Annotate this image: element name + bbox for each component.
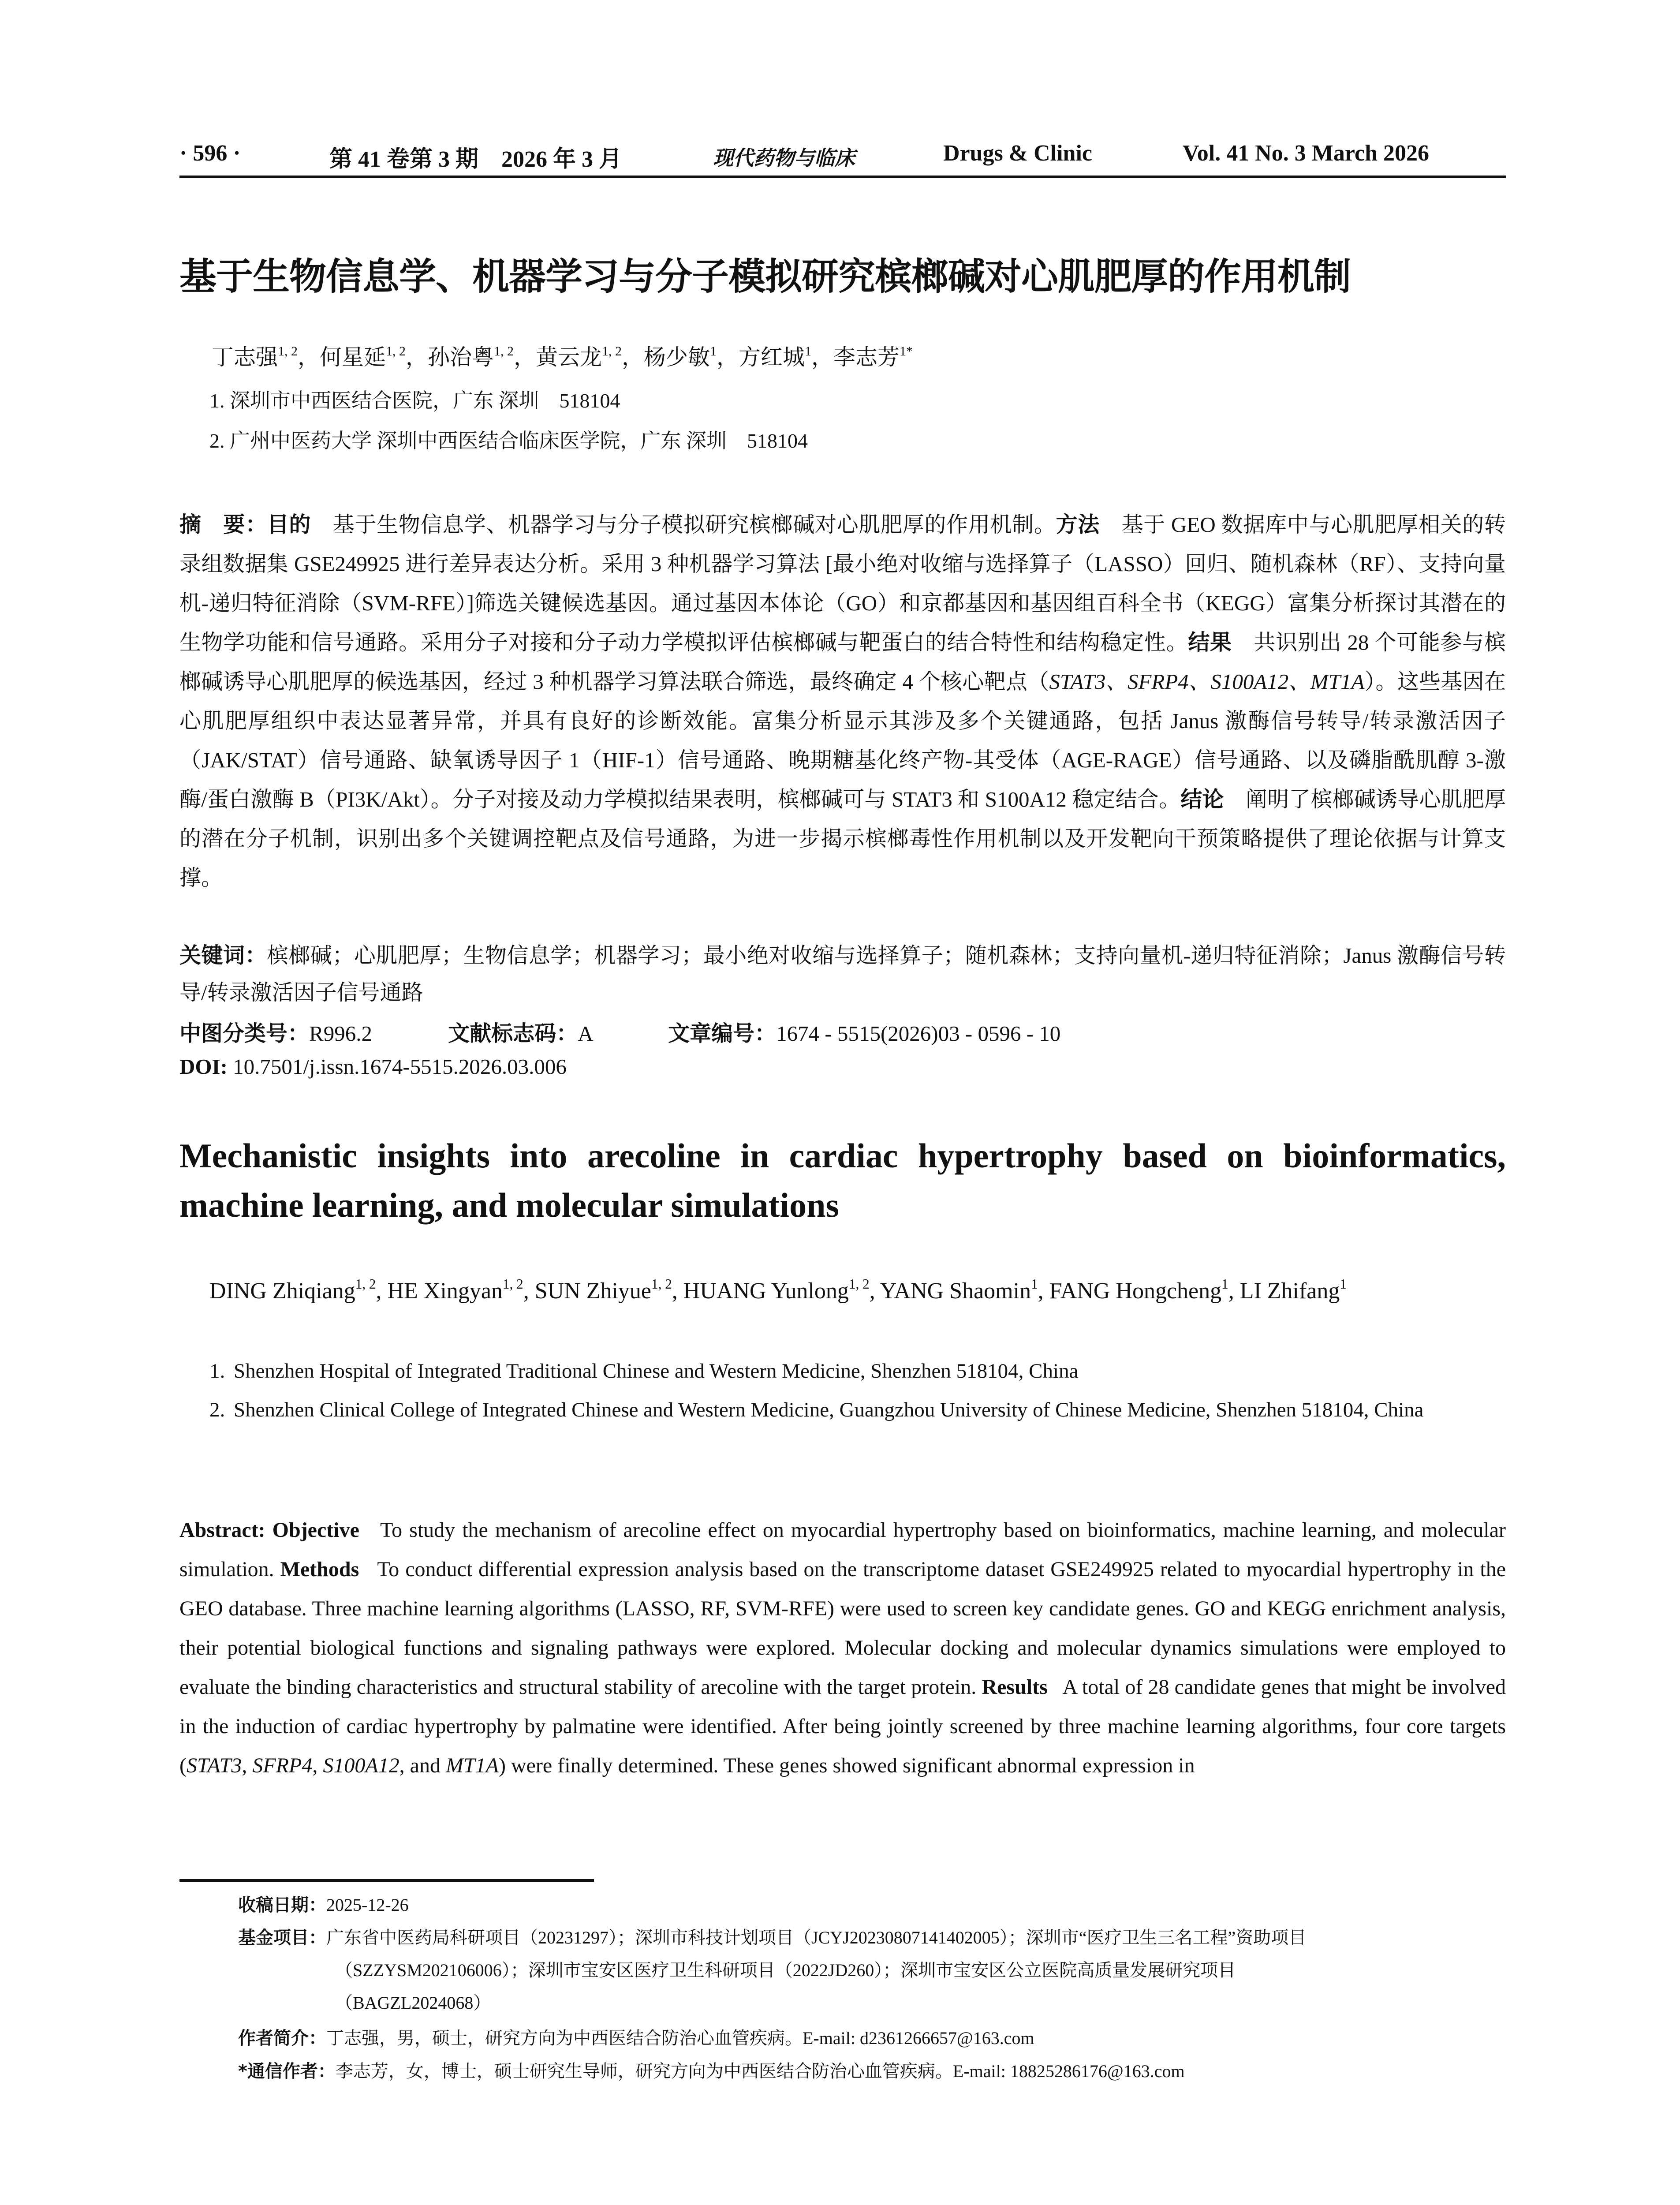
author-affiliation-mark: 1, 2 (651, 1276, 672, 1292)
author-name: 黄云龙 (536, 345, 602, 370)
fund-text: （BAGZL2024068） (335, 1993, 491, 2013)
author: HUANG Yunlong$^{1, 2}$, (683, 1276, 880, 1304)
fund-text: 广东省中医药局科研项目（20231297）；深圳市科技计划项目（JCYJ20230807141402005）；深圳市“医疗卫生三名工程”资助项目 (326, 1928, 1307, 1947)
author-bio-label: 作者简介： (238, 2028, 326, 2048)
author-affiliation-mark: 1 (1221, 1276, 1228, 1292)
conclusion-label: 结论 (1180, 787, 1224, 812)
objective-label: 目的 (267, 512, 311, 537)
author-name: FANG Hongcheng (1049, 1278, 1222, 1304)
aff-num: 1. (209, 1360, 225, 1383)
journal-name-en: Drugs & Clinic (943, 141, 1092, 166)
results-text: 共识别出 28 个可能参与槟榔碱诱导心肌肥厚的候选基因，经过 3 种机器学习算法联合筛选，最终确定 4 个核心靶点（ (179, 630, 1506, 694)
affiliation-en-1 (209, 1352, 1506, 1390)
gene: STAT3 (186, 1754, 242, 1777)
author-name: LI Zhifang (1239, 1278, 1340, 1304)
doi-link[interactable]: 10.7501/j.issn.1674-5515.2026.03.006 (233, 1054, 567, 1079)
authors-en (209, 1272, 1506, 1310)
methods-label: 方法 (1056, 512, 1100, 537)
received-label: 收稿日期： (238, 1895, 326, 1915)
doi-line (179, 1054, 567, 1079)
author (833, 345, 913, 370)
fund-text: （SZZYSM202106006）；深圳市宝安区医疗卫生科研项目（2022JD260）；深圳市宝安区公立医院高质量发展研究项目 (335, 1960, 1236, 1980)
gene: S100A12 (323, 1754, 399, 1777)
author: SUN Zhiyue$^{1, 2}$, (534, 1276, 683, 1304)
results-text-en-2: ) were finally determined. These genes showed significant abnormal expression in (498, 1754, 1195, 1777)
journal-name-cn: 现代药物与临床 (713, 146, 855, 170)
issue-cn: 第 41 卷第 3 期 2026 年 3 月 (329, 147, 622, 172)
fund-label: 基金项目： (238, 1928, 326, 1948)
author: 何星延$^{1, 2}$， (320, 344, 428, 370)
doc-code-value: A (578, 1021, 592, 1046)
keywords-label: 关键词： (179, 943, 267, 968)
title-en: Mechanistic insights into arecoline in cardiac hypertrophy based on bioinformatics, machine learning, and molecular simulations (179, 1136, 1506, 1224)
author-affiliation-mark: 1, 2 (278, 344, 298, 359)
author-name: SUN Zhiyue (534, 1278, 652, 1304)
author: HE Xingyan$^{1, 2}$, (387, 1276, 535, 1304)
author-name: YANG Shaomin (880, 1278, 1031, 1304)
issue-en: Vol. 41 No. 3 March 2026 (1183, 141, 1429, 166)
author-name: DING Zhiqiang (209, 1278, 355, 1304)
author-affiliation-mark: 1, 2 (355, 1276, 376, 1292)
author: 方红城$^1$， (739, 344, 833, 370)
authors-cn (212, 340, 913, 371)
author: DING Zhiqiang$^{1, 2}$, (209, 1276, 388, 1304)
article-no-value: 1674 - 5515(2026)03 - 0596 - 10 (776, 1021, 1061, 1046)
footnote-received (238, 1889, 1506, 1921)
article-no-label: 文章编号： (668, 1021, 777, 1046)
title-cn: 基于生物信息学、机器学习与分子模拟研究槟榔碱对心肌肥厚的作用机制 (179, 255, 1351, 298)
gene: SFRP4 (252, 1754, 313, 1777)
doc-code-label: 文献标志码： (448, 1021, 578, 1046)
methods-label-en: Methods (280, 1558, 359, 1581)
keywords-text: 槟榔碱；心肌肥厚；生物信息学；机器学习；最小绝对收缩与选择算子；随机森林；支持向量机-递归特征消除；Janus 激酶信号转导/转录激活因子信号通路 (179, 943, 1506, 1005)
author-affiliation-mark: 1 (710, 344, 717, 359)
author-affiliation-mark: 1 (1340, 1276, 1347, 1292)
author-affiliation-mark: 1, 2 (494, 344, 514, 359)
methods-text-en: To conduct differential expression analysis based on the transcriptome dataset GSE249925 related to myocardial hypertrophy in the GEO database. Three machine learning algorithms (LASSO, RF, SVM-RFE) were used to screen key candidate genes. GO and KEGG enrichment analysis, their potential biological functions and signaling pathways were explored. Molecular docking and molecular dynamics simulations were employed to evaluate the binding characteristics and structural stability of arecoline with the target protein. (179, 1558, 1506, 1699)
author-name: 孙治粤 (428, 345, 494, 370)
author-affiliation-mark: 1, 2 (386, 344, 406, 359)
conclusion-text: 阐明了槟榔碱诱导心肌肥厚的潜在分子机制，识别出多个关键调控靶点及信号通路，为进一步揭示槟榔毒性作用机制以及开发靶向干预策略提供了理论依据与计算支撑。 (179, 787, 1506, 890)
author: YANG Shaomin$^1$, (880, 1276, 1049, 1304)
aff-text: Shenzhen Clinical College of Integrated Chinese and Western Medicine, Guangzhou University of Chinese Medicine, Shenzhen 518104, China (234, 1398, 1424, 1421)
author: 黄云龙$^{1, 2}$， (536, 344, 644, 370)
author-affiliation-mark: 1* (900, 344, 913, 359)
results-label: 结果 (1188, 630, 1232, 655)
corresponding-bio: 李志芳，女，博士，硕士研究生导师，研究方向为中西医结合防治心血管疾病。E-mail: 18825286176@163.com (335, 2061, 1185, 2081)
author-name: 李志芳 (833, 345, 900, 370)
affiliation-cn-2: 2. 广州中医药大学 深圳中西医结合临床医学院，广东 深圳 518104 (209, 430, 808, 452)
header-rule (179, 176, 1506, 178)
results-text-en: A total of 28 candidate genes that might be involved in the induction of cardiac hypertrophy by palmatine were identified. After being jointly screened by three machine learning algorithms, four core targets ( (179, 1675, 1506, 1777)
author-affiliation-mark: 1, 2 (848, 1276, 870, 1292)
author: 杨少敏$^1$， (644, 344, 739, 370)
author-affiliation-mark: 1 (1031, 1276, 1038, 1292)
author-name: HUANG Yunlong (683, 1278, 849, 1304)
author-name: HE Xingyan (387, 1278, 503, 1304)
corresponding-label: *通信作者： (238, 2061, 336, 2082)
footnote-author (238, 2022, 1506, 2055)
objective-label-en: Objective (272, 1518, 359, 1542)
author-affiliation-mark: 1, 2 (602, 344, 622, 359)
author-name: 丁志强 (212, 345, 278, 370)
page-number: · 596 · (179, 141, 241, 166)
running-header (179, 140, 1506, 172)
author: 丁志强$^{1, 2}$， (212, 344, 320, 370)
author (1240, 1278, 1347, 1304)
gene: MT1A (445, 1754, 499, 1777)
abstract-cn (179, 505, 1506, 897)
author-affiliation-mark: 1, 2 (502, 1276, 523, 1292)
abstract-en: Abstract: Objective To study the mechanism of arecoline effect on myocardial hypertrophy based on bioinformatics, machine learning, and molecular simulation. Methods To conduct differential expression analysis based on the transcriptome dataset GSE249925 related to myocardial hypertrophy in the GEO database. Three machine learning algorithms (LASSO, RF, SVM-RFE) were used to screen key candidate genes. GO and KEGG enrichment analysis, their potential biological functions and signaling pathways were explored. Molecular docking and molecular dynamics simulations were employed to evaluate the binding characteristics and structural stability of arecoline with the target protein. Results A total of 28 candidate genes that might be involved in the induction of cardiac hypertrophy by palmatine were identified. After being jointly screened by three machine learning algorithms, four core targets (STAT3, SFRP4, S100A12, and MT1A) were finally determined. These genes showed significant abnormal expression in (179, 1518, 1506, 1777)
results-label-en: Results (982, 1675, 1048, 1699)
affiliation-cn-1: 1. 深圳市中西医结合医院，广东 深圳 518104 (209, 389, 620, 412)
classification-line (179, 1017, 1060, 1047)
doi-label: DOI: (179, 1054, 228, 1079)
author: 孙治粤$^{1, 2}$， (428, 344, 536, 370)
methods-text: 基于 GEO 数据库中与心肌肥厚相关的转录组数据集 GSE249925 进行差异表达分析。采用 3 种机器学习算法 [最小绝对收缩与选择算子（LASSO）回归、随机森林（RF）、支持向量机-递归特征消除（SVM-RFE）]筛选关键候选基因。通过基因本体论（GO）和京都基因和基因组百科全书（KEGG）富集分析探讨其潜在的生物学功能和信号通路。采用分子对接和分子动力学模拟评估槟榔碱与靶蛋白的结合特性和结构稳定性。 (179, 512, 1506, 654)
aff-text: Shenzhen Hospital of Integrated Traditional Chinese and Western Medicine, Shenzhen 518104, China (234, 1360, 1079, 1383)
clc-value: R996.2 (309, 1021, 372, 1046)
author: FANG Hongcheng$^1$, (1049, 1276, 1240, 1304)
aff-num: 2. (209, 1398, 225, 1421)
received-date: 2025-12-26 (326, 1895, 409, 1915)
objective-text-en: To study the mechanism of arecoline effect on myocardial hypertrophy based on bioinformatics, machine learning, and molecular simulation. (179, 1518, 1506, 1581)
footnote-rule (179, 1879, 594, 1882)
author-name: 杨少敏 (644, 345, 710, 370)
author-name: 何星延 (320, 345, 386, 370)
abstract-label-en: Abstract: (179, 1518, 265, 1542)
author-affiliation-mark: 1 (805, 344, 811, 359)
results-text-2: ）。这些基因在心肌肥厚组织中表达显著异常，并具有良好的诊断效能。富集分析显示其涉及多个关键通路，包括 Janus 激酶信号转导/转录激活因子（JAK/STAT）信号通路、缺氧诱导因子 1（HIF-1）信号通路、晚期糖基化终产物-其受体（AGE-RAGE）信号通路、以及磷脂酰肌醇 3-激酶/蛋白激酶 B（PI3K/Akt）。分子对接及动力学模拟结果表明，槟榔碱可与 STAT3 和 S100A12 稳定结合。 (179, 669, 1506, 811)
footnote-fund (238, 1921, 1506, 2019)
keywords-cn (179, 937, 1506, 1011)
objective-text: 基于生物信息学、机器学习与分子模拟研究槟榔碱对心肌肥厚的作用机制。 (332, 512, 1056, 537)
core-genes: STAT3、SFRP4、S100A12、MT1A (1049, 669, 1365, 694)
footnote-corresponding (238, 2055, 1506, 2088)
clc-label: 中图分类号： (179, 1021, 310, 1046)
affiliation-en-2 (209, 1390, 1506, 1429)
author-name: 方红城 (739, 345, 805, 370)
author-bio: 丁志强，男，硕士，研究方向为中西医结合防治心血管疾病。E-mail: d2361266657@163.com (326, 2028, 1034, 2048)
abstract-label: 摘 要： (179, 512, 267, 537)
